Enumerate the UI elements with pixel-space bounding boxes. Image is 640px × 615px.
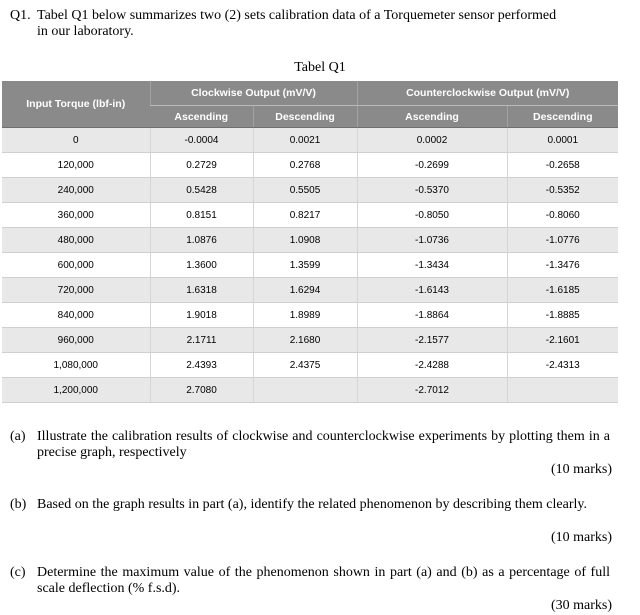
cell-input: 600,000 [2,253,150,278]
cell-ccw-desc: -0.5352 [507,178,618,203]
table-row [2,378,618,403]
cell-ccw-asc: -1.0736 [357,228,507,253]
cell-ccw-desc: -1.0776 [507,228,618,253]
part-b-text: Based on the graph results in part (a), identify the related phenomenon by describing them clearly. [37,497,587,512]
table-row [2,253,618,278]
part-b-marks: (10 marks) [550,530,612,545]
cell-cw-asc: -0.0004 [150,128,253,153]
cell-input: 840,000 [2,303,150,328]
header-input-torque: Input Torque (lbf-in) [2,81,150,128]
cell-cw-desc: 2.4375 [253,353,357,378]
part-a-marks: (10 marks) [550,462,612,477]
cell-ccw-asc: -2.4288 [357,353,507,378]
cell-cw-asc: 1.6318 [150,278,253,303]
cell-ccw-asc: -0.5370 [357,178,507,203]
table-row [2,203,618,228]
cell-ccw-desc: -1.3476 [507,253,618,278]
header-cw-ascending: Ascending [150,106,253,128]
cell-input: 240,000 [2,178,150,203]
cell-input: 960,000 [2,328,150,353]
question-intro [10,8,610,40]
part-a-text: Illustrate the calibration results of clockwise and counterclockwise experiments by plotting them in a precise graph, respectively [37,429,610,460]
cell-input: 120,000 [2,153,150,178]
cell-ccw-asc: -1.3434 [357,253,507,278]
cell-ccw-desc [507,378,618,403]
table-row [2,303,618,328]
part-c-marks: (30 marks) [550,598,612,613]
cell-cw-asc: 2.4393 [150,353,253,378]
part-a [10,429,610,461]
cell-ccw-asc: -0.8050 [357,203,507,228]
cell-cw-desc: 1.0908 [253,228,357,253]
cell-cw-desc: 1.3599 [253,253,357,278]
cell-cw-desc: 0.8217 [253,203,357,228]
part-c-text: Determine the maximum value of the phenomenon shown in part (a) and (b) as a percentage of full scale deflection (% f.s.d). [37,565,610,596]
cell-ccw-desc: -0.2658 [507,153,618,178]
cell-cw-desc [253,378,357,403]
question-number: Q1. [10,8,31,23]
cell-ccw-asc: -1.8864 [357,303,507,328]
header-counterclockwise: Counterclockwise Output (mV/V) [357,81,618,106]
cell-cw-asc: 0.2729 [150,153,253,178]
cell-ccw-desc: 0.0001 [507,128,618,153]
cell-cw-asc: 1.0876 [150,228,253,253]
part-b-label: (b) [10,497,27,512]
part-b [10,497,610,513]
header-ccw-descending: Descending [507,106,618,128]
cell-cw-asc: 1.3600 [150,253,253,278]
cell-cw-asc: 0.5428 [150,178,253,203]
part-c-label: (c) [10,565,26,580]
cell-input: 480,000 [2,228,150,253]
cell-ccw-asc: -2.1577 [357,328,507,353]
table-row [2,328,618,353]
cell-ccw-desc: -0.8060 [507,203,618,228]
table-body [2,128,618,403]
cell-input: 720,000 [2,278,150,303]
table-row [2,278,618,303]
table-row [2,153,618,178]
cell-cw-desc: 1.6294 [253,278,357,303]
cell-ccw-desc: -1.8885 [507,303,618,328]
cell-input: 1,080,000 [2,353,150,378]
intro-line-2: in our laboratory. [37,24,134,39]
cell-cw-desc: 1.8989 [253,303,357,328]
header-cw-descending: Descending [253,106,357,128]
intro-line-1: Tabel Q1 below summarizes two (2) sets calibration data of a Torquemeter sensor performed [37,8,557,23]
cell-ccw-asc: -1.6143 [357,278,507,303]
table-row [2,228,618,253]
part-a-label: (a) [10,429,26,444]
cell-cw-desc: 0.2768 [253,153,357,178]
cell-input: 0 [2,128,150,153]
cell-cw-desc: 0.5505 [253,178,357,203]
cell-cw-desc: 2.1680 [253,328,357,353]
cell-ccw-asc: 0.0002 [357,128,507,153]
cell-ccw-desc: -2.4313 [507,353,618,378]
cell-cw-desc: 0.0021 [253,128,357,153]
cell-cw-asc: 2.7080 [150,378,253,403]
cell-ccw-asc: -0.2699 [357,153,507,178]
part-c [10,565,610,597]
cell-ccw-desc: -2.1601 [507,328,618,353]
calibration-table [2,81,618,403]
table-row [2,178,618,203]
cell-ccw-desc: -1.6185 [507,278,618,303]
cell-ccw-asc: -2.7012 [357,378,507,403]
table-row [2,128,618,153]
cell-cw-asc: 0.8151 [150,203,253,228]
header-ccw-ascending: Ascending [357,106,507,128]
cell-input: 1,200,000 [2,378,150,403]
cell-cw-asc: 2.1711 [150,328,253,353]
table-caption: Tabel Q1 [294,60,346,75]
header-clockwise: Clockwise Output (mV/V) [150,81,357,106]
table-row [2,353,618,378]
cell-cw-asc: 1.9018 [150,303,253,328]
cell-input: 360,000 [2,203,150,228]
